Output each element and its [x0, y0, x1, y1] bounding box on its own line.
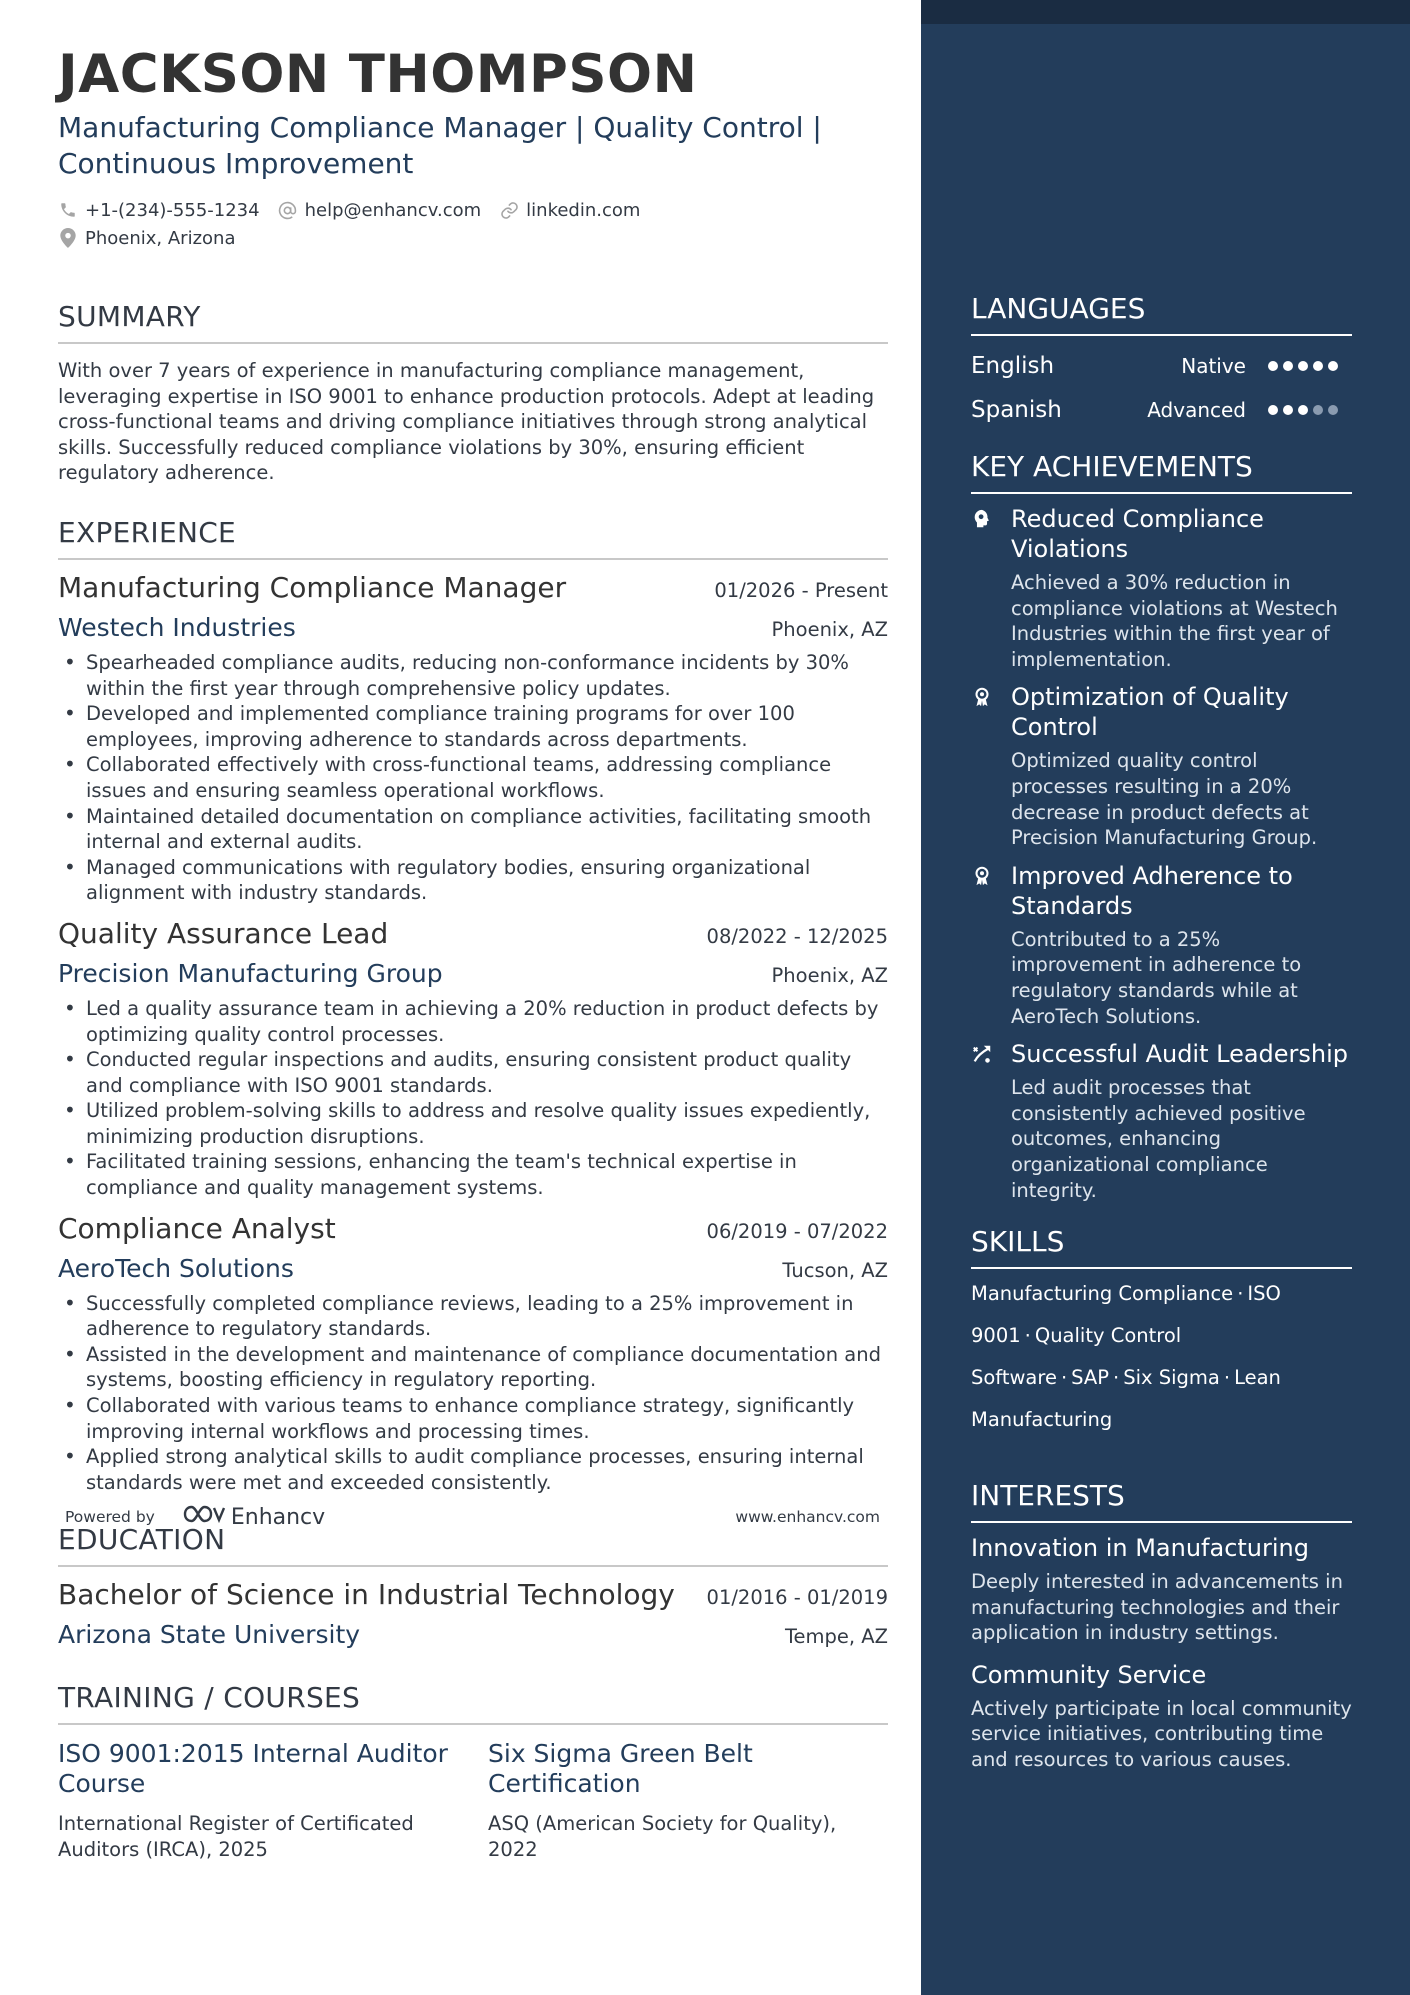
rating-dot — [1313, 405, 1323, 415]
achievement-item — [971, 861, 1352, 1029]
summary-section — [58, 300, 888, 486]
company-name: AeroTech Solutions — [58, 1253, 294, 1283]
award-ribbon-icon — [971, 861, 1011, 1029]
bulb-head-icon — [971, 504, 1011, 672]
main-column — [58, 44, 888, 1863]
bullet-item: • Developed and implemented compliance training programs for over 100 employees, improving adherence to standards across departments. — [58, 701, 888, 752]
achievement-title: Optimization of Quality Control — [1011, 683, 1289, 742]
location-contact — [58, 228, 235, 249]
language-name: Spanish — [971, 397, 1062, 423]
interests-heading: INTERESTS — [971, 1479, 1352, 1523]
bullet-item: • Led a quality assurance team in achieving a 20% reduction in product defects by optimizing quality control processes. — [58, 996, 888, 1047]
job-list — [58, 570, 888, 1495]
achievement-body — [1011, 861, 1352, 1029]
phone-contact[interactable] — [58, 200, 260, 221]
powered-by-label: Powered by — [65, 1508, 155, 1526]
bullet-item: • Managed communications with regulatory bodies, ensuring organizational alignment with industry standards. — [58, 855, 888, 906]
experience-section — [58, 516, 888, 1495]
language-level: Advanced — [1147, 398, 1246, 422]
bullet-item: • Spearheaded compliance audits, reducing non-conformance incidents by 30% within the first year through comprehensive policy updates. — [58, 650, 888, 701]
sidebar-content — [971, 292, 1352, 1773]
language-level: Native — [1181, 354, 1246, 378]
language-rating — [1268, 361, 1343, 371]
bullet-item: • Assisted in the development and maintenance of compliance documentation and systems, boosting efficiency in regulatory reporting. — [58, 1342, 888, 1393]
languages-heading: LANGUAGES — [971, 292, 1352, 336]
bullet-item: • Conducted regular inspections and audits, ensuring consistent product quality and compliance with ISO 9001 standards. — [58, 1047, 888, 1098]
job-dates: 01/2026 - Present — [714, 578, 888, 602]
job-title: Manufacturing Compliance Manager — [58, 570, 567, 604]
achievement-title: Improved Adherence to Standards — [1011, 861, 1293, 920]
map-pin-icon — [58, 228, 78, 248]
bullet-item: • Collaborated with various teams to enhance compliance strategy, significantly improving internal workflows and processing times. — [58, 1393, 888, 1444]
languages-section — [971, 292, 1352, 432]
skill-separator: · — [1223, 1366, 1231, 1390]
achievement-list — [971, 504, 1352, 1203]
education-dates: 01/2016 - 01/2019 — [706, 1586, 888, 1610]
skill-item: Six Sigma — [1123, 1366, 1220, 1390]
bullet-item: • Applied strong analytical skills to audit compliance processes, ensuring internal standards were met and exceeded consistently. — [58, 1444, 888, 1495]
rating-dot — [1268, 361, 1278, 371]
enhancv-logo[interactable] — [181, 1502, 325, 1532]
interest-title: Innovation in Manufacturing — [971, 1534, 1309, 1563]
skill-separator: · — [1060, 1366, 1068, 1390]
job-company-row — [58, 606, 888, 646]
language-list — [971, 344, 1352, 432]
bullet-item: • Utilized problem-solving skills to address and resolve quality issues expediently, minimizing production disruptions. — [58, 1098, 888, 1149]
bullet-item: • Maintained detailed documentation on compliance activities, facilitating smooth internal and external audits. — [58, 804, 888, 855]
achievement-desc: Achieved a 30% reduction in compliance violations at Westech Industries within the first year of implementation. — [1011, 571, 1338, 671]
rating-dot — [1298, 361, 1308, 371]
degree-title: Bachelor of Science in Industrial Technology — [58, 1578, 675, 1612]
achievement-item — [971, 1039, 1352, 1203]
job-header-row — [58, 916, 888, 952]
interests-section — [971, 1479, 1352, 1773]
job-dates: 08/2022 - 12/2025 — [706, 924, 888, 948]
location-text: Phoenix, Arizona — [85, 227, 236, 249]
education-location: Tempe, AZ — [784, 1625, 888, 1649]
phone-icon — [58, 200, 78, 220]
job-title: Compliance Analyst — [58, 1211, 336, 1245]
interest-desc: Deeply interested in advancements in manufacturing technologies and their application in industry settings. — [971, 1570, 1343, 1645]
phone-text: +1-(234)-555-1234 — [85, 199, 260, 221]
course-title: ISO 9001:2015 Internal Auditor Course — [58, 1739, 448, 1799]
achievement-body — [1011, 682, 1352, 850]
job-header-row — [58, 570, 888, 606]
job-company-row — [58, 1247, 888, 1287]
job-entry — [58, 570, 888, 906]
job-company-row — [58, 952, 888, 992]
achievement-title: Reduced Compliance Violations — [1011, 505, 1264, 563]
skill-item: Quality Control Software — [971, 1324, 1182, 1390]
strategy-arrow-icon — [971, 1039, 1011, 1203]
skill-item: Lean Manufacturing — [971, 1366, 1281, 1432]
education-section — [58, 1523, 888, 1653]
linkedin-text: linkedin.com — [526, 199, 641, 221]
job-bullets — [58, 996, 888, 1201]
sidebar-top-band — [921, 0, 1410, 24]
language-item — [971, 388, 1352, 432]
school-name: Arizona State University — [58, 1620, 361, 1650]
rating-dot — [1283, 405, 1293, 415]
achievements-heading: KEY ACHIEVEMENTS — [971, 450, 1352, 494]
contact-info — [58, 196, 888, 252]
skill-item: SAP — [1071, 1366, 1110, 1390]
candidate-name: JACKSON THOMPSON — [58, 44, 698, 105]
enhancv-logo-icon — [181, 1502, 227, 1532]
course-provider: ASQ (American Society for Quality), 2022 — [488, 1812, 837, 1861]
job-entry — [58, 1211, 888, 1496]
skill-separator: · — [1024, 1324, 1031, 1348]
skill-separator: · — [1237, 1282, 1244, 1306]
summary-text: With over 7 years of experience in manufacturing compliance management, leveraging expertise in ISO 9001 to enhance production protocols. Adept at leading cross-functional teams and driving compliance initiatives through strong analytical skills. Successfully reduced compliance violations by 30%, ensuring efficient regulatory adherence. — [58, 359, 875, 485]
candidate-title: Manufacturing Compliance Manager | Quality Control | Continuous Improvement — [58, 111, 822, 180]
experience-heading: EXPERIENCE — [58, 516, 888, 560]
bullet-item: • Facilitated training sessions, enhancing the team's technical expertise in compliance and quality management systems. — [58, 1149, 888, 1200]
enhancv-brand-text: Enhancv — [230, 1504, 326, 1530]
interest-item — [971, 1533, 1352, 1646]
linkedin-contact[interactable] — [499, 200, 640, 221]
interest-list — [971, 1533, 1352, 1773]
footer — [65, 1502, 880, 1532]
sidebar — [921, 0, 1410, 1995]
job-location: Tucson, AZ — [782, 1258, 888, 1282]
job-dates: 06/2019 - 07/2022 — [706, 1219, 888, 1243]
bullet-item: • Collaborated effectively with cross-functional teams, addressing compliance issues and ensuring seamless operational workflows. — [58, 752, 888, 803]
rating-dot — [1283, 361, 1293, 371]
training-heading: TRAINING / COURSES — [58, 1681, 888, 1725]
email-contact[interactable] — [278, 200, 482, 221]
job-bullets — [58, 1291, 888, 1496]
course-title: Six Sigma Green Belt Certification — [488, 1739, 753, 1799]
interest-item — [971, 1660, 1352, 1773]
course-item — [488, 1739, 888, 1862]
education-entry — [58, 1577, 888, 1653]
course-item — [58, 1739, 488, 1862]
rating-dot — [1313, 361, 1323, 371]
email-text: help@enhancv.com — [304, 199, 482, 221]
skills-heading: SKILLS — [971, 1225, 1352, 1269]
rating-dot — [1268, 405, 1278, 415]
course-provider: International Register of Certificated Auditors (IRCA), 2025 — [58, 1812, 414, 1861]
achievement-title: Successful Audit Leadership — [1011, 1040, 1349, 1069]
at-sign-icon — [278, 200, 298, 220]
rating-dot — [1328, 405, 1338, 415]
language-item — [971, 344, 1352, 388]
achievement-desc: Led audit processes that consistently achieved positive outcomes, enhancing organizational compliance integrity. — [1011, 1076, 1306, 1202]
bullet-item: • Successfully completed compliance reviews, leading to a 25% improvement in adherence to regulatory standards. — [58, 1291, 888, 1342]
job-bullets — [58, 650, 888, 906]
education-heading: EDUCATION — [58, 1523, 888, 1567]
job-entry — [58, 916, 888, 1201]
summary-heading: SUMMARY — [58, 300, 888, 344]
job-location: Phoenix, AZ — [771, 617, 888, 641]
course-list — [58, 1739, 888, 1862]
job-location: Phoenix, AZ — [771, 963, 888, 987]
interest-desc: Actively participate in local community service initiatives, contributing time and resources to various causes. — [971, 1696, 1352, 1772]
skill-list — [971, 1273, 1352, 1441]
skill-item: ISO 9001 — [971, 1282, 1281, 1348]
skills-section — [971, 1225, 1352, 1441]
interest-title: Community Service — [971, 1660, 1207, 1689]
achievement-item — [971, 504, 1352, 672]
rating-dot — [1328, 361, 1338, 371]
award-ribbon-icon — [971, 682, 1011, 850]
company-name: Westech Industries — [58, 612, 296, 642]
training-section — [58, 1681, 888, 1862]
language-rating — [1268, 405, 1343, 415]
skill-item: Manufacturing Compliance — [971, 1282, 1234, 1306]
achievements-section — [971, 450, 1352, 1203]
job-title: Quality Assurance Lead — [58, 916, 389, 950]
achievement-item — [971, 682, 1352, 850]
link-icon — [499, 200, 519, 220]
achievement-desc: Optimized quality control processes resulting in a 20% decrease in product defects at Precision Manufacturing Group. — [1011, 749, 1318, 850]
job-header-row — [58, 1211, 888, 1247]
rating-dot — [1298, 405, 1308, 415]
achievement-desc: Contributed to a 25% improvement in adherence to regulatory standards while at AeroTech Solutions. — [1011, 927, 1302, 1028]
company-name: Precision Manufacturing Group — [58, 958, 443, 988]
achievement-body — [1011, 1039, 1352, 1203]
achievement-body — [1011, 504, 1352, 672]
language-name: English — [971, 353, 1055, 379]
footer-website[interactable]: www.enhancv.com — [735, 1508, 880, 1526]
skill-separator: · — [1113, 1366, 1120, 1390]
